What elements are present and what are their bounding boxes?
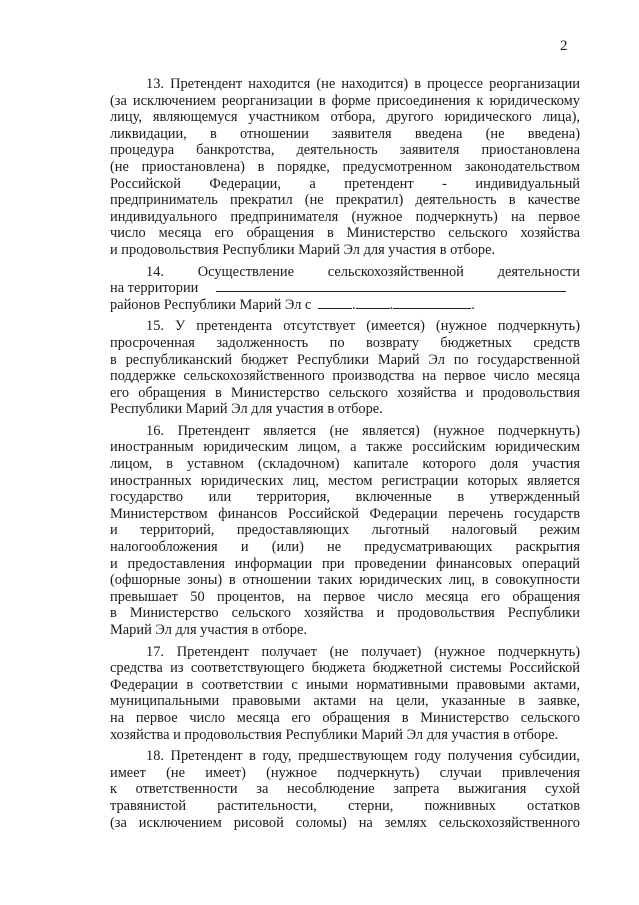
text-line: просроченная задолженность по возврату бюджетных средств bbox=[110, 334, 580, 351]
month-input-line[interactable] bbox=[356, 297, 390, 309]
districts-label: районов Республики Марий Эл с bbox=[110, 296, 312, 313]
text-line: предприниматель прекратил (не прекратил) деятельность в качестве bbox=[110, 192, 580, 209]
text-line: Министерством финансов Российской Федерации перечень государств bbox=[110, 505, 580, 522]
text-line: индивидуального предпринимателя (нужное подчеркнуть) на первое bbox=[110, 208, 580, 225]
page-number: 2 bbox=[560, 38, 568, 54]
text-line: в Министерство сельского хозяйства и продовольствия Республики bbox=[110, 605, 580, 622]
text-line: на первое число месяца его обращения в Министерство сельского bbox=[110, 709, 580, 726]
text-line: хозяйства и продовольствия Республики Марий Эл для участия в отборе. bbox=[110, 726, 559, 743]
date-separator: . bbox=[352, 296, 356, 313]
paragraph-15 bbox=[110, 318, 580, 418]
text-line bbox=[110, 280, 580, 297]
text-line: (за исключением рисовой соломы) на землях сельскохозяйственного bbox=[110, 814, 580, 831]
text-line: налогообложения и (или) не предусматривающих раскрытия bbox=[110, 539, 580, 556]
text-line: иностранным юридическим лицом, а также российским юридическим bbox=[110, 439, 580, 456]
day-input-line[interactable] bbox=[318, 297, 352, 309]
text-line: в республиканский бюджет Республики Марий Эл по государственной bbox=[110, 351, 580, 368]
territory-label: на территории bbox=[110, 280, 199, 297]
territory-input-line[interactable] bbox=[216, 280, 566, 292]
paragraph-17 bbox=[110, 644, 580, 744]
text-line: травянистой растительности, стерни, пожнивных остатков bbox=[110, 797, 580, 814]
text-line: ликвидации, в отношении заявителя введена (не введена) bbox=[110, 125, 580, 142]
text-line: (не приостановлена) в порядке, предусмотренном законодательством bbox=[110, 158, 580, 175]
text-line: (за исключением реорганизации в форме присоединения к юридическому bbox=[110, 92, 580, 109]
text-line: поддержке сельскохозяйственного производства на первое число месяца bbox=[110, 368, 580, 385]
text-line: и территорий, предоставляющих льготный налоговый режим bbox=[110, 522, 580, 539]
text-line: иностранных юридических лиц, местом регистрации которых является bbox=[110, 472, 580, 489]
text-line: лицу, являющемуся участником отбора, другого юридического лица), bbox=[110, 109, 580, 126]
text-line: Российской Федерации, а претендент - индивидуальный bbox=[110, 175, 580, 192]
text-line: средства из соответствующего бюджета бюджетной системы Российской bbox=[110, 660, 580, 677]
document-body bbox=[110, 76, 580, 831]
text-line: имеет (не имеет) (нужное подчеркнуть) случаи привлечения bbox=[110, 764, 580, 781]
paragraph-13 bbox=[110, 76, 580, 259]
year-input-line[interactable] bbox=[393, 297, 471, 309]
text-line: 16. Претендент является (не является) (нужное подчеркнуть) bbox=[146, 422, 580, 439]
text-line: муниципальными правовыми актами на цели, указанные в заявке, bbox=[110, 693, 580, 710]
text-line: 13. Претендент находится (не находится) в процессе реорганизации bbox=[146, 76, 580, 92]
text-line: превышает 50 процентов, на первое число месяца его обращения bbox=[110, 588, 580, 605]
text-line: и предоставления информации при проведении финансовых операций bbox=[110, 555, 580, 572]
paragraph-18 bbox=[110, 748, 580, 831]
text-line: и продовольствия Республики Марий Эл для участия в отборе. bbox=[110, 241, 496, 258]
line-end-period: . bbox=[471, 296, 475, 313]
text-line: его обращения в Министерство сельского хозяйства и продовольствия bbox=[110, 384, 580, 401]
text-line: лицом, в уставном (складочном) капитале которого доля участия bbox=[110, 456, 580, 473]
text-line bbox=[110, 297, 580, 314]
text-line: к ответственности за несоблюдение запрета выжигания сухой bbox=[110, 781, 580, 798]
text-line: число месяца его обращения в Министерство сельского хозяйства bbox=[110, 225, 580, 242]
paragraph-16 bbox=[110, 423, 580, 639]
text-line: 15. У претендента отсутствует (имеется) (нужное подчеркнуть) bbox=[146, 318, 580, 335]
text-line: Марий Эл для участия в отборе. bbox=[110, 622, 307, 638]
text-line: 14. Осуществление сельскохозяйственной деятельности bbox=[146, 263, 580, 280]
paragraph-14 bbox=[110, 264, 580, 314]
text-line: Федерации в соответствии с иными нормативными правовыми актами, bbox=[110, 676, 580, 693]
text-line: (офшорные зоны) в отношении таких юридических лиц, в совокупности bbox=[110, 572, 580, 589]
text-line: процедура банкротства, деятельность заявителя приостановлена bbox=[110, 142, 580, 159]
text-line: 17. Претендент получает (не получает) (нужное подчеркнуть) bbox=[146, 643, 580, 660]
date-separator: . bbox=[389, 296, 394, 313]
text-line: 18. Претендент в году, предшествующем году получения субсидии, bbox=[146, 748, 580, 765]
text-line: государство или территория, включенные в утвержденный bbox=[110, 489, 580, 506]
text-line: Республики Марий Эл для участия в отборе. bbox=[110, 401, 383, 418]
